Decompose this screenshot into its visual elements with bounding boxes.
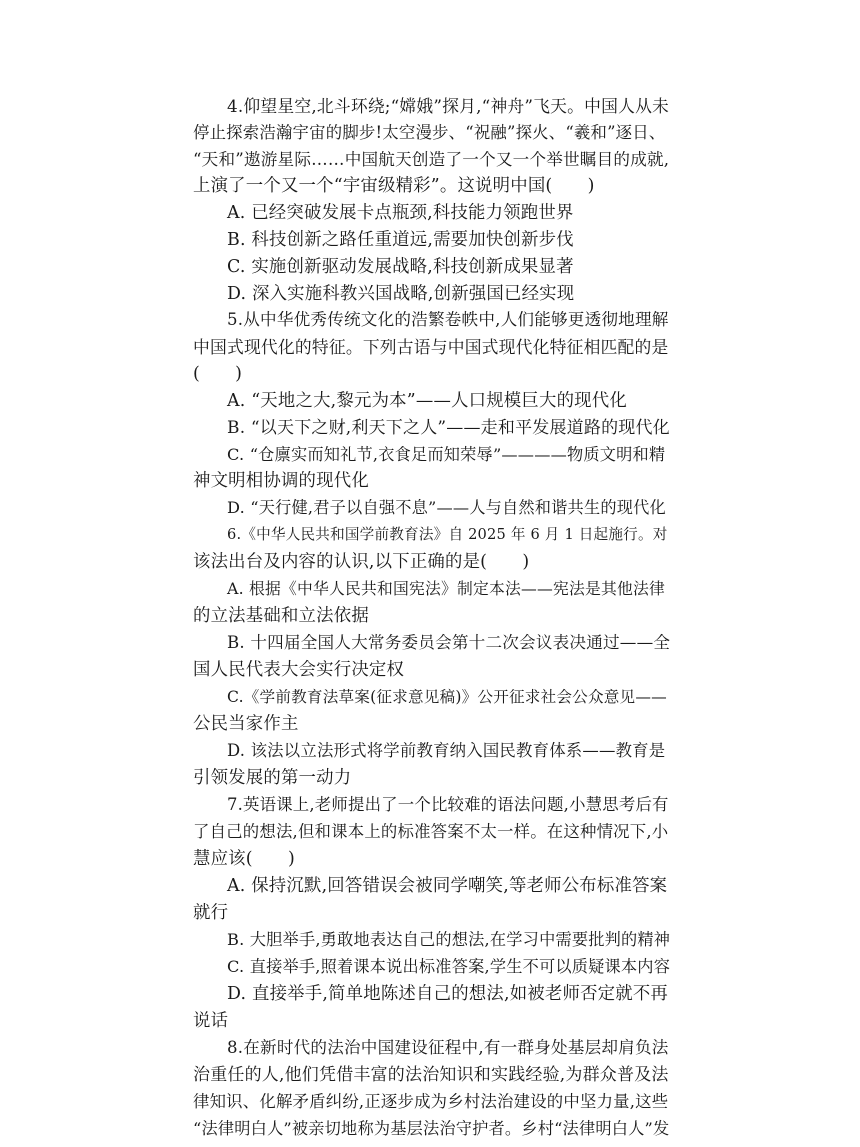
question-6-line-2: 该法出台及内容的认识,以下正确的是( ): [193, 552, 530, 572]
question-6-option-b-cont: 国人民代表大会实行决定权: [193, 660, 405, 680]
question-4-option-b: B. 科技创新之路任重道远,需要加快创新步伐: [227, 230, 574, 250]
question-7-option-a-cont: 就行: [193, 903, 229, 923]
question-6-option-d-cont: 引领发展的第一动力: [193, 768, 352, 788]
question-6-option-c: C.《学前教育法草案(征求意见稿)》公开征求社会公众意见——: [227, 688, 667, 706]
question-8-line-4: “法律明白人”被亲切地称为基层法治守护者。乡村“法律明白人”发: [193, 1119, 670, 1138]
question-7-option-d: D. 直接举手,简单地陈述自己的想法,如被老师否定就不再: [227, 984, 669, 1004]
question-4-line-2: 停止探索浩瀚宇宙的脚步!太空漫步、“祝融”探火、“羲和”逐日、: [193, 123, 666, 142]
question-4-option-c: C. 实施创新驱动发展战略,科技创新成果显著: [227, 257, 574, 277]
question-4-line-1: 4.仰望星空,北斗环绕;“嫦娥”探月,“神舟”飞天。中国人从未: [227, 96, 670, 116]
question-6-option-b: B. 十四届全国人大常务委员会第十二次会议表决通过——全: [227, 633, 671, 652]
question-5-line-3: ( ): [193, 364, 243, 384]
question-6-line-1: 6.《中华人民共和国学前教育法》自 2025 年 6 月 1 日起施行。对: [227, 526, 668, 543]
question-5-option-b: B. “以天下之财,利天下之人”——走和平发展道路的现代化: [227, 418, 670, 438]
question-5-option-c-cont: 神文明相协调的现代化: [193, 471, 369, 491]
question-7-option-a: A. 保持沉默,回答错误会被同学嘲笑,等老师公布标准答案: [227, 876, 668, 896]
question-6-option-a-cont: 的立法基础和立法依据: [193, 606, 369, 626]
question-8-line-2: 治重任的人,他们凭借丰富的法治知识和实践经验,为群众普及法: [193, 1065, 669, 1085]
question-7-line-3: 慧应该( ): [193, 849, 295, 869]
question-4-line-4: 上演了一个又一个“宇宙级精彩”。这说明中国( ): [193, 176, 595, 196]
question-7-line-1: 7.英语课上,老师提出了一个比较难的语法问题,小慧思考后有: [227, 795, 669, 814]
question-6-option-d: D. 该法以立法形式将学前教育纳入国民教育体系——教育是: [227, 741, 666, 760]
question-4-line-3: “天和”遨游星际……中国航天创造了一个又一个举世瞩目的成就,: [193, 150, 670, 169]
question-6-option-a: A. 根据《中华人民共和国宪法》制定本法——宪法是其他法律: [227, 579, 665, 598]
question-6-option-c-cont: 公民当家作主: [193, 714, 299, 734]
question-5-line-2: 中国式现代化的特征。下列古语与中国式现代化特征相匹配的是: [193, 337, 669, 357]
question-4-option-a: A. 已经突破发展卡点瓶颈,科技能力领跑世界: [227, 203, 574, 223]
question-8-line-1: 8.在新时代的法治中国建设征程中,有一群身处基层却肩负法: [227, 1038, 669, 1057]
question-8-line-3: 律知识、化解矛盾纠纷,正逐步成为乡村法治建设的中坚力量,这些: [193, 1092, 669, 1111]
question-7-option-c: C. 直接举手,照着课本说出标准答案,学生不可以质疑课本内容: [227, 957, 671, 976]
question-7-option-b: B. 大胆举手,勇敢地表达自己的想法,在学习中需要批判的精神: [227, 930, 671, 949]
question-5-line-1: 5.从中华优秀传统文化的浩繁卷帙中,人们能够更透彻地理解: [227, 310, 669, 329]
question-7-line-2: 了自己的想法,但和课本上的标准答案不太一样。在这种情况下,小: [193, 822, 669, 841]
question-7-option-d-cont: 说话: [193, 1011, 229, 1031]
question-5-option-a: A. “天地之大,黎元为本”——人口规模巨大的现代化: [227, 391, 627, 411]
question-4-option-d: D. 深入实施科教兴国战略,创新强国已经实现: [227, 284, 575, 304]
question-5-option-c: C. “仓廪实而知礼节,衣食足而知荣辱”————物质文明和精: [227, 445, 666, 464]
question-5-option-d: D. “天行健,君子以自强不息”——人与自然和谐共生的现代化: [227, 498, 666, 517]
